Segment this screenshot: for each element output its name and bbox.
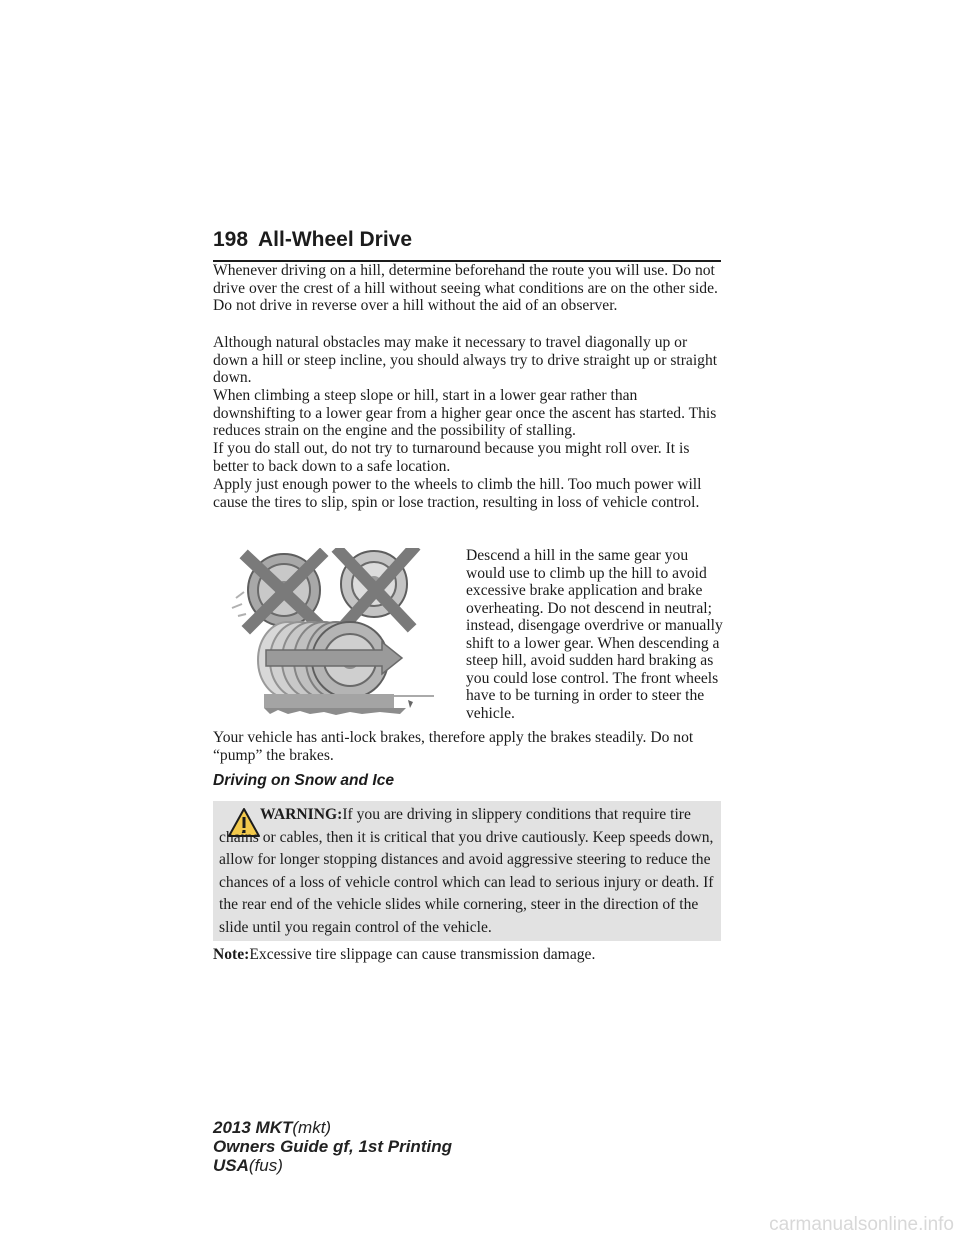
ground-surface (264, 694, 434, 715)
footer-market: USA (213, 1156, 249, 1175)
footer-line-guide: Owners Guide gf, 1st Printing (213, 1137, 452, 1156)
footer-model: 2013 MKT (213, 1118, 293, 1137)
page-footer (213, 1118, 452, 1175)
footer-market-code: (fus) (248, 1156, 283, 1175)
paragraph-apply-power: Apply just enough power to the wheels to climb the hill. Too much power will cause the tires to slip, spin or lose traction, resulting in loss of vehicle control. (213, 476, 702, 511)
paragraph-hill-route: Whenever driving on a hill, determine beforehand the route you will use. Do not drive over the crest of a hill without seeing what conditions are on the other side. Do not drive in reverse over a hill without the aid of an observer. (213, 262, 718, 314)
sliding-wheel-crossed-out (340, 550, 412, 628)
warning-body: If you are driving in slippery conditions that require tire chains or cables, then it is critical that you drive cautiously. Keep speeds down, allow for longer stopping distances and avoid aggressive steering to reduce the chances of a loss of vehicle control which can lead to serious injury or death. If the rear end of the vehicle slides while cornering, steer in the direction of the slide until you regain control of the vehicle. (219, 806, 714, 936)
footer-model-code: (mkt) (292, 1118, 332, 1137)
paragraph-anti-lock-brakes: Your vehicle has anti-lock brakes, therefore apply the brakes steadily. Do not “pump” the brakes. (213, 729, 694, 764)
note (213, 946, 723, 964)
warning-text (219, 804, 719, 940)
paragraph-descend-hill: Descend a hill in the same gear you would use to climb up the hill to avoid excessive brake application and brake overheating. Do not descend in neutral; instead, disengage overdrive or manually shift to a lower gear. When descending a steep hill, avoid sudden hard braking as you could lose control. The front wheels have to be turning in order to steer the vehicle. (466, 547, 723, 722)
hill-descent-illustration (226, 548, 438, 716)
paragraph-lower-gear: When climbing a steep slope or hill, start in a lower gear rather than downshifting to a lower gear from a higher gear once the ascent has started. This reduces strain on the engine and the possibility of stalling. (213, 387, 717, 439)
subheading-snow-ice: Driving on Snow and Ice (213, 772, 395, 789)
watermark: carmanualsonline.info (769, 1214, 954, 1235)
paragraph-stall-out: If you do stall out, do not try to turnaround because you might roll over. It is better to back down to a safe location. (213, 440, 690, 475)
warning-box (213, 801, 721, 941)
note-label: Note: (213, 946, 250, 963)
page-number: 198 (213, 228, 249, 251)
paragraph-straight-up-down: Although natural obstacles may make it necessary to travel diagonally up or down a hill or steep incline, you should always try to drive straight up or straight down. (213, 334, 718, 386)
footer-line-market (213, 1156, 452, 1175)
footer-line-model (213, 1118, 452, 1137)
section-title: All-Wheel Drive (258, 228, 413, 251)
page-header (213, 228, 721, 262)
warning-label: WARNING: (260, 806, 343, 823)
note-body: Excessive tire slippage can cause transmission damage. (249, 946, 596, 963)
turning-wheel-crossed-out (232, 554, 320, 626)
